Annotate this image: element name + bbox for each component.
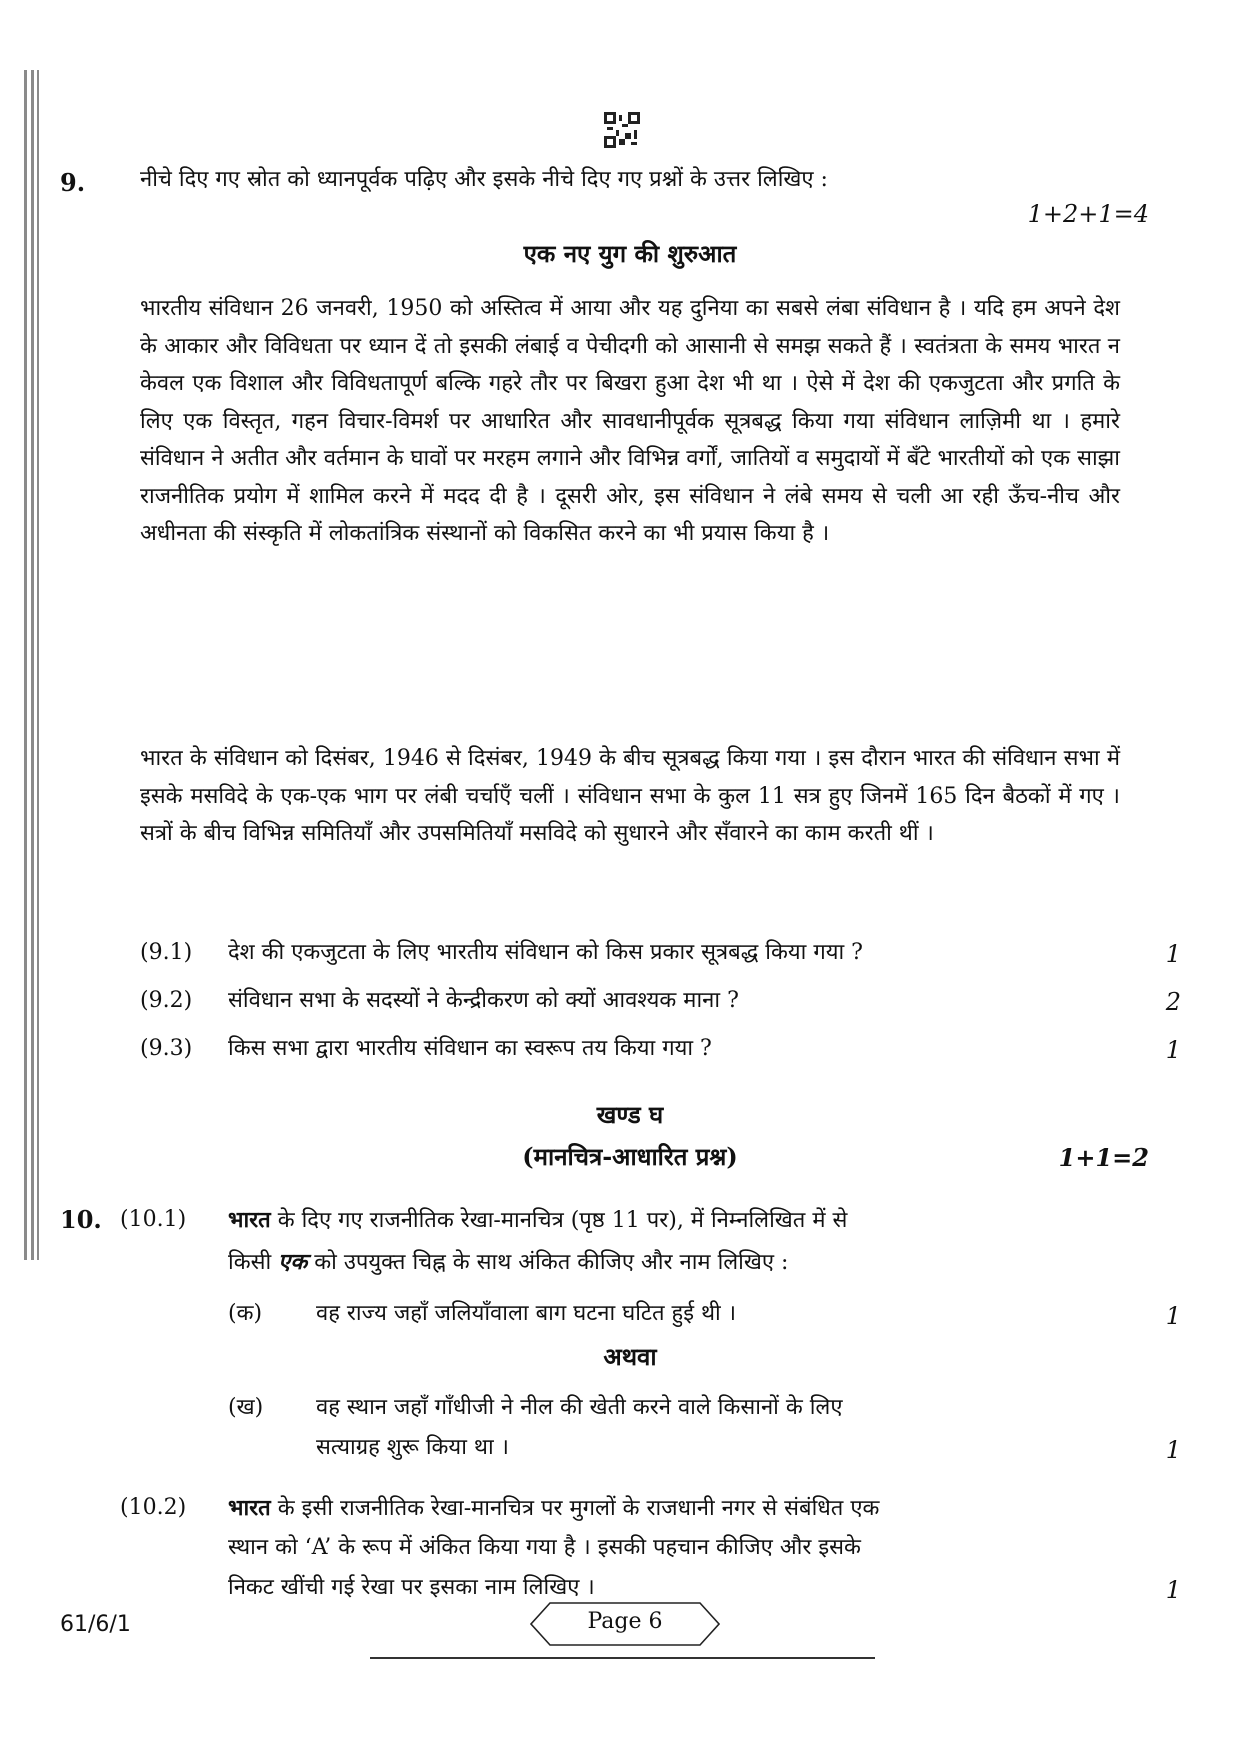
q10-1-a-text: वह राज्य जहाँ जलियाँवाला बाग घटना घटित हुई थी ।	[316, 1301, 737, 1326]
q10-1-b-line1: वह स्थान जहाँ गाँधीजी ने नील की खेती करने वाले किसानों के लिए	[316, 1395, 843, 1420]
qr-code-icon	[604, 112, 640, 148]
q10-2-mark: 1	[1165, 1576, 1181, 1604]
q10-1-line2a: किसी	[228, 1250, 279, 1275]
q10-1-a-mark: 1	[1165, 1302, 1181, 1330]
q10-1-b-mark: 1	[1165, 1436, 1181, 1464]
margin-lines	[24, 70, 48, 1260]
q10-1-line1	[228, 1204, 1118, 1237]
section-marks: 1+1=2	[1058, 1143, 1149, 1172]
q10-1-line1-text: के दिए गए राजनीतिक रेखा-मानचित्र (पृष्ठ 11 पर), में निम्नलिखित में से	[270, 1208, 848, 1233]
q9-1-text: देश की एकजुटता के लिए भारतीय संविधान को किस प्रकार सूत्रबद्ध किया गया ?	[228, 940, 863, 965]
q9-number: 9.	[60, 168, 86, 197]
q10-number: 10.	[60, 1205, 102, 1234]
q9-3-text: किस सभा द्वारा भारतीय संविधान का स्वरूप तय किया गया ?	[228, 1036, 712, 1061]
q10-1-or: अथवा	[603, 1342, 657, 1371]
q10-2-line3: निकट खींची गई रेखा पर इसका नाम लिखिए ।	[228, 1575, 595, 1600]
q10-1-b-label: (ख)	[228, 1395, 264, 1420]
q10-2-line1	[228, 1492, 1118, 1525]
q10-2-line1-text: के इसी राजनीतिक रेखा-मानचित्र पर मुगलों के राजधानी नगर से संबंधित एक	[270, 1496, 880, 1521]
section-subtitle: (मानचित्र-आधारित प्रश्न)	[522, 1142, 738, 1171]
page-number-box	[530, 1602, 720, 1646]
footer-rule	[370, 1657, 875, 1659]
q10-1-line2-emphasis: एक	[278, 1249, 308, 1275]
page-number: Page 6	[587, 1609, 663, 1634]
q9-2-mark: 2	[1165, 988, 1181, 1016]
paper-code: 61/6/1	[60, 1612, 131, 1637]
q9-3-mark: 1	[1165, 1036, 1181, 1064]
q10-2-line2: स्थान को ‘A’ के रूप में अंकित किया गया है । इसकी पहचान कीजिए और इसके	[228, 1535, 861, 1560]
q9-marks: 1+2+1=4	[1027, 200, 1149, 228]
q9-2-number: (9.2)	[140, 988, 193, 1013]
q10-1-a-label: (क)	[228, 1301, 263, 1326]
q9-passage-para2: भारत के संविधान को दिसंबर, 1946 से दिसंबर, 1949 के बीच सूत्रबद्ध किया गया । इस दौरान भारत की संविधान सभा में इसके मसविदे के एक-एक भाग पर लंबी चर्चाएँ चलीं । संविधान सभा के कुल 11 सत्र हुए जिनमें 165 दिन बैठकों में गए । सत्रों के बीच विभिन्न समितियाँ और उपसमितियाँ मसविदे को सुधारने और सँवारने का काम करती थीं ।	[140, 746, 1120, 846]
q9-passage-para1: भारतीय संविधान 26 जनवरी, 1950 को अस्तित्व में आया और यह दुनिया का सबसे लंबा संविधान है । यदि हम अपने देश के आकार और विविधता पर ध्यान दें तो इसकी लंबाई व पेचीदगी को आसानी से समझ सकते हैं । स्वतंत्रता के समय भारत न केवल एक विशाल और विविधतापूर्ण बल्कि गहरे तौर पर बिखरा हुआ देश भी था । ऐसे में देश की एकजुटता और प्रगति के लिए एक विस्तृत, गहन विचार-विमर्श पर आधारित और सावधानीपूर्वक सूत्रबद्ध किया गया संविधान लाज़िमी था । हमारे संविधान ने अतीत और वर्तमान के घावों पर मरहम लगाने और विभिन्न वर्गों, जातियों व समुदायों में बँटे भारतीयों को एक साझा राजनीतिक प्रयोग में शामिल करने में मदद दी है । दूसरी ओर, इस संविधान ने लंबे समय से चली आ रही ऊँच-नीच और अधीनता की संस्कृति में लोकतांत्रिक संस्थानों को विकसित करने का भी प्रयास किया है ।	[140, 296, 1120, 546]
q10-2-bold: भारत	[228, 1495, 271, 1521]
q10-1-bold: भारत	[228, 1207, 271, 1233]
q9-1-number: (9.1)	[140, 940, 193, 965]
q10-1-number: (10.1)	[120, 1207, 187, 1232]
q9-2-text: संविधान सभा के सदस्यों ने केन्द्रीकरण को क्यों आवश्यक माना ?	[228, 988, 739, 1013]
q9-instruction: नीचे दिए गए स्रोत को ध्यानपूर्वक पढ़िए और इसके नीचे दिए गए प्रश्नों के उत्तर लिखिए :	[140, 167, 828, 192]
q10-1-b-line2: सत्याग्रह शुरू किया था ।	[316, 1435, 509, 1460]
q9-passage-title: एक नए युग की शुरुआत	[523, 239, 737, 268]
q9-3-number: (9.3)	[140, 1036, 193, 1061]
section-title: खण्ड घ	[596, 1100, 664, 1129]
q9-1-mark: 1	[1165, 940, 1181, 968]
q10-2-number: (10.2)	[120, 1495, 187, 1520]
q10-1-line2c: को उपयुक्त चिह्न के साथ अंकित कीजिए और नाम लिखिए :	[307, 1250, 789, 1275]
q10-1-line2	[228, 1246, 1118, 1279]
